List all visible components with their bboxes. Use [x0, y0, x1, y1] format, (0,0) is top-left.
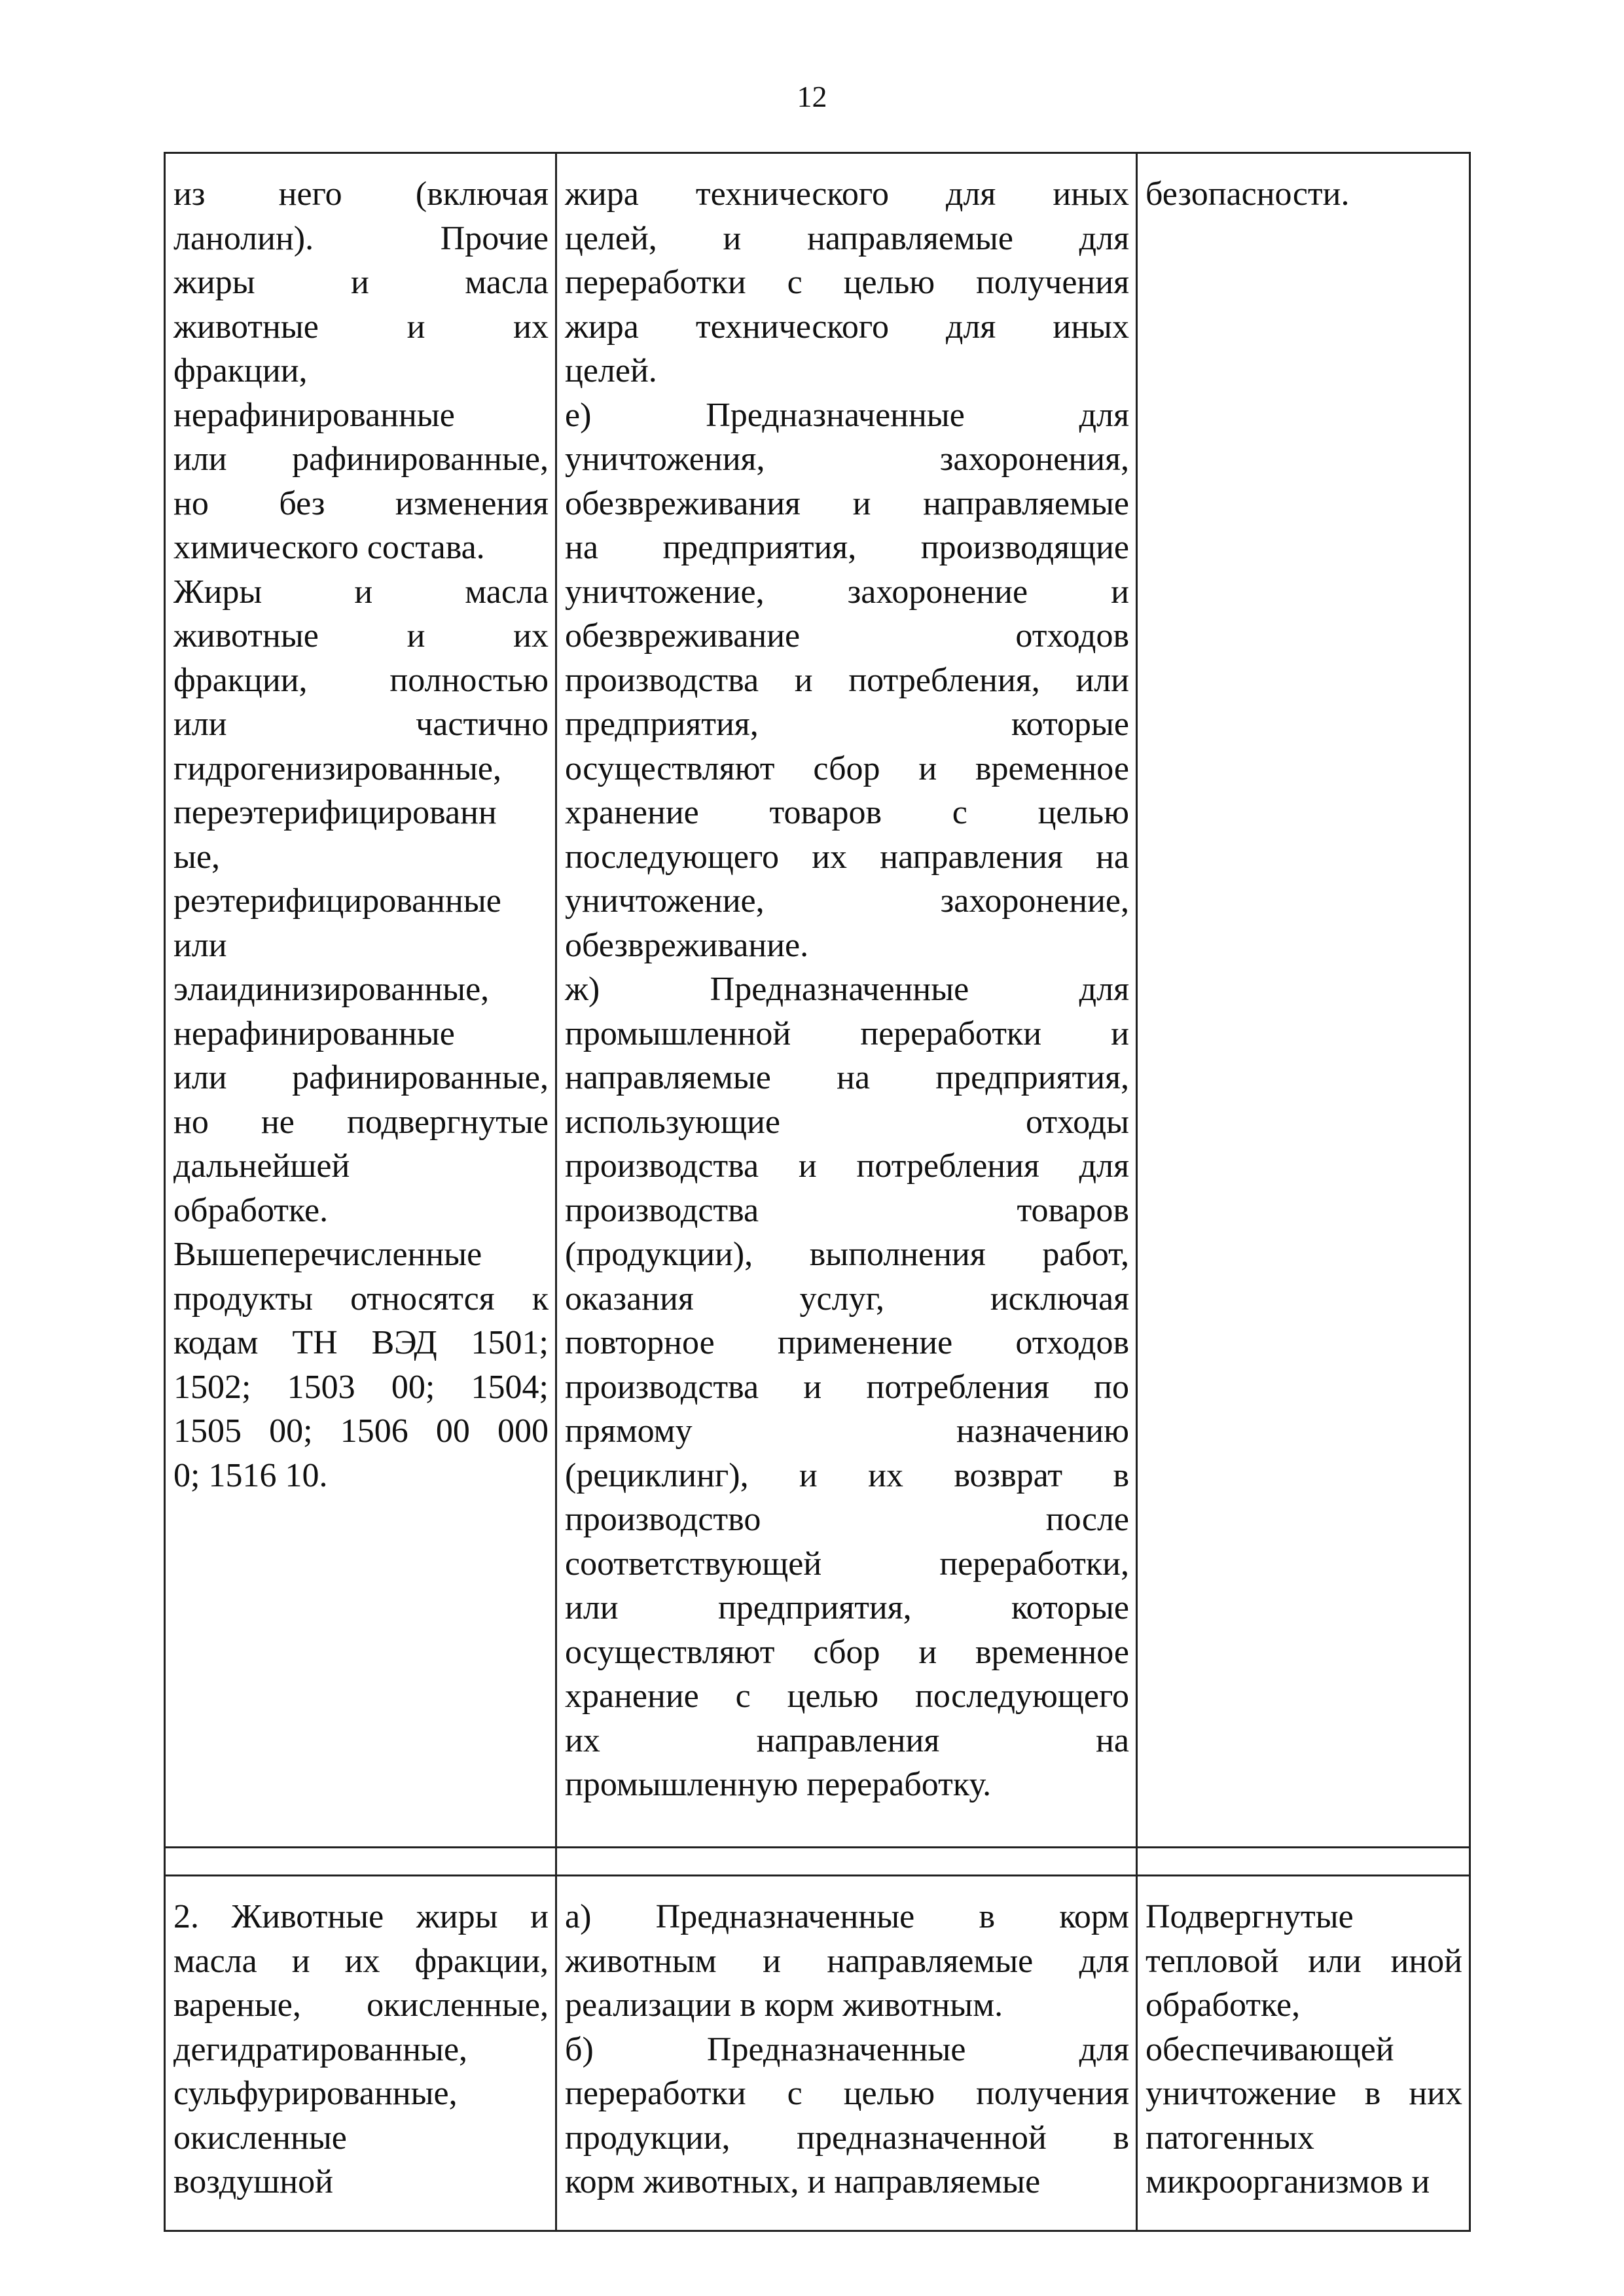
text-line: уничтожения, захоронения, [565, 440, 1129, 478]
text-line: прямому назначению [565, 1412, 1129, 1450]
text-line: кодам ТН ВЭД 1501; [173, 1324, 549, 1361]
text-line: или частично [173, 706, 549, 743]
text-line: оказания услуг, исключая [565, 1280, 1129, 1318]
text-line: продукции, предназначенной в [565, 2119, 1129, 2157]
text-line: микроорганизмов и [1146, 2163, 1430, 2200]
cell-requirements [1137, 1876, 1470, 2231]
text-line: производства и потребления, или [565, 661, 1129, 699]
text-line: сульфурированные, [173, 2075, 458, 2112]
text-line: ланолин). Прочие [173, 219, 549, 257]
text-line: обезвреживание отходов [565, 617, 1129, 655]
text-line: ые, [173, 838, 221, 876]
text-line: осуществляют сбор и временное [565, 1633, 1129, 1671]
text-line: Вышеперечисленные [173, 1236, 482, 1273]
text-line: уничтожение, захоронение и [565, 573, 1129, 611]
text-line: производства товаров [565, 1191, 1129, 1229]
text-line: осуществляют сбор и временное [565, 749, 1129, 787]
text-line: промышленную переработку. [565, 1766, 992, 1803]
text-line: обработке, [1146, 1986, 1301, 2024]
text-line: производства и потребления по [565, 1368, 1129, 1406]
text-line: фракции, полностью [173, 661, 549, 699]
text-line: направляемые на предприятия, [565, 1059, 1129, 1096]
text-line: на предприятия, производящие [565, 529, 1129, 566]
text-line: воздушной [173, 2163, 333, 2200]
text-line: или рафинированные, [173, 440, 549, 478]
text-line: но не подвергнутые [173, 1103, 549, 1141]
text-line: животным и направляемые для [565, 1942, 1129, 1980]
text-line: последующего их направления на [565, 838, 1129, 876]
cell-product-description [165, 1876, 556, 2231]
text-line: хранение с целью последующего [565, 1677, 1129, 1715]
text-line: 2. Животные жиры и [173, 1898, 549, 1935]
cell-purpose-description [556, 1876, 1137, 2231]
text-line: элаидинизированные, [173, 971, 490, 1008]
text-line: из него (включая [173, 175, 549, 213]
text-line: повторное применение отходов [565, 1324, 1129, 1361]
text-line: целей. [565, 352, 657, 389]
text-line: жира технического для иных [565, 175, 1129, 213]
text-line: (рециклинг), и их возврат в [565, 1456, 1129, 1494]
text-line: обезвреживания и направляемые [565, 484, 1129, 522]
text-line: но без изменения [173, 484, 549, 522]
cell-purpose-description [556, 153, 1137, 1848]
text-line: корм животных, и направляемые [565, 2163, 1041, 2200]
text-line: фракции, [173, 352, 308, 389]
text-line: (продукции), выполнения работ, [565, 1236, 1129, 1273]
text-line: безопасности. [1146, 175, 1350, 213]
text-line: 0; 1516 10. [173, 1456, 328, 1494]
text-line: 1502; 1503 00; 1504; [173, 1368, 549, 1406]
text-line: производство после [565, 1501, 1129, 1538]
text-line: жира технического для иных [565, 308, 1129, 346]
table-row [165, 1876, 1470, 2231]
text-line: производства и потребления для [565, 1147, 1129, 1185]
text-line: переработки с целью получения [565, 264, 1129, 301]
text-line: соответствующей переработки, [565, 1545, 1129, 1583]
text-line: уничтожение в них [1146, 2075, 1462, 2112]
text-line: обработке. [173, 1191, 329, 1229]
document-table [164, 152, 1471, 2232]
text-line: использующие отходы [565, 1103, 1129, 1141]
text-line: реализации в корм животным. [565, 1986, 1003, 2024]
text-line: окисленные [173, 2119, 347, 2157]
text-line: 1505 00; 1506 00 000 [173, 1412, 549, 1450]
text-line: дегидратированные, [173, 2030, 468, 2068]
text-line: уничтожение, захоронение, [565, 882, 1129, 920]
text-line: обеспечивающей [1146, 2030, 1394, 2068]
text-line: обезвреживание. [565, 926, 809, 964]
text-line: переэтерифицированн [173, 794, 497, 831]
text-line: вареные, окисленные, [173, 1986, 549, 2024]
text-line: реэтерифицированные [173, 882, 501, 920]
text-line: б) Предназначенные для [565, 2030, 1129, 2068]
text-line: целей, и направляемые для [565, 219, 1129, 257]
text-line: нерафинированные [173, 396, 455, 434]
text-line: гидрогенизированные, [173, 749, 501, 787]
text-line: е) Предназначенные для [565, 396, 1129, 434]
text-line: дальнейшей [173, 1147, 350, 1185]
text-line: Подвергнутые [1146, 1898, 1354, 1935]
text-line: животные и их [173, 308, 549, 346]
text-line: жиры и масла [173, 264, 549, 301]
text-line: переработки с целью получения [565, 2075, 1129, 2112]
text-line: Жиры и масла [173, 573, 549, 611]
text-line: их направления на [565, 1721, 1129, 1759]
text-line: продукты относятся к [173, 1280, 549, 1318]
cell-product-description [165, 153, 556, 1848]
text-line: нерафинированные [173, 1014, 455, 1052]
text-line: или предприятия, которые [565, 1589, 1129, 1626]
text-line: ж) Предназначенные для [565, 971, 1129, 1008]
text-line: предприятия, которые [565, 706, 1129, 743]
text-line: тепловой или иной [1146, 1942, 1462, 1980]
text-line: патогенных [1146, 2119, 1314, 2157]
row-separator [165, 1848, 1470, 1876]
page-number: 12 [797, 80, 827, 113]
text-line: или [173, 926, 227, 964]
text-line: а) Предназначенные в корм [565, 1898, 1129, 1935]
table-row [165, 153, 1470, 1848]
text-line: химического состава. [173, 529, 485, 566]
cell-requirements [1137, 153, 1470, 1848]
text-line: масла и их фракции, [173, 1942, 549, 1980]
text-line: животные и их [173, 617, 549, 655]
text-line: или рафинированные, [173, 1059, 549, 1096]
text-line: промышленной переработки и [565, 1014, 1129, 1052]
text-line: хранение товаров с целью [565, 794, 1129, 831]
